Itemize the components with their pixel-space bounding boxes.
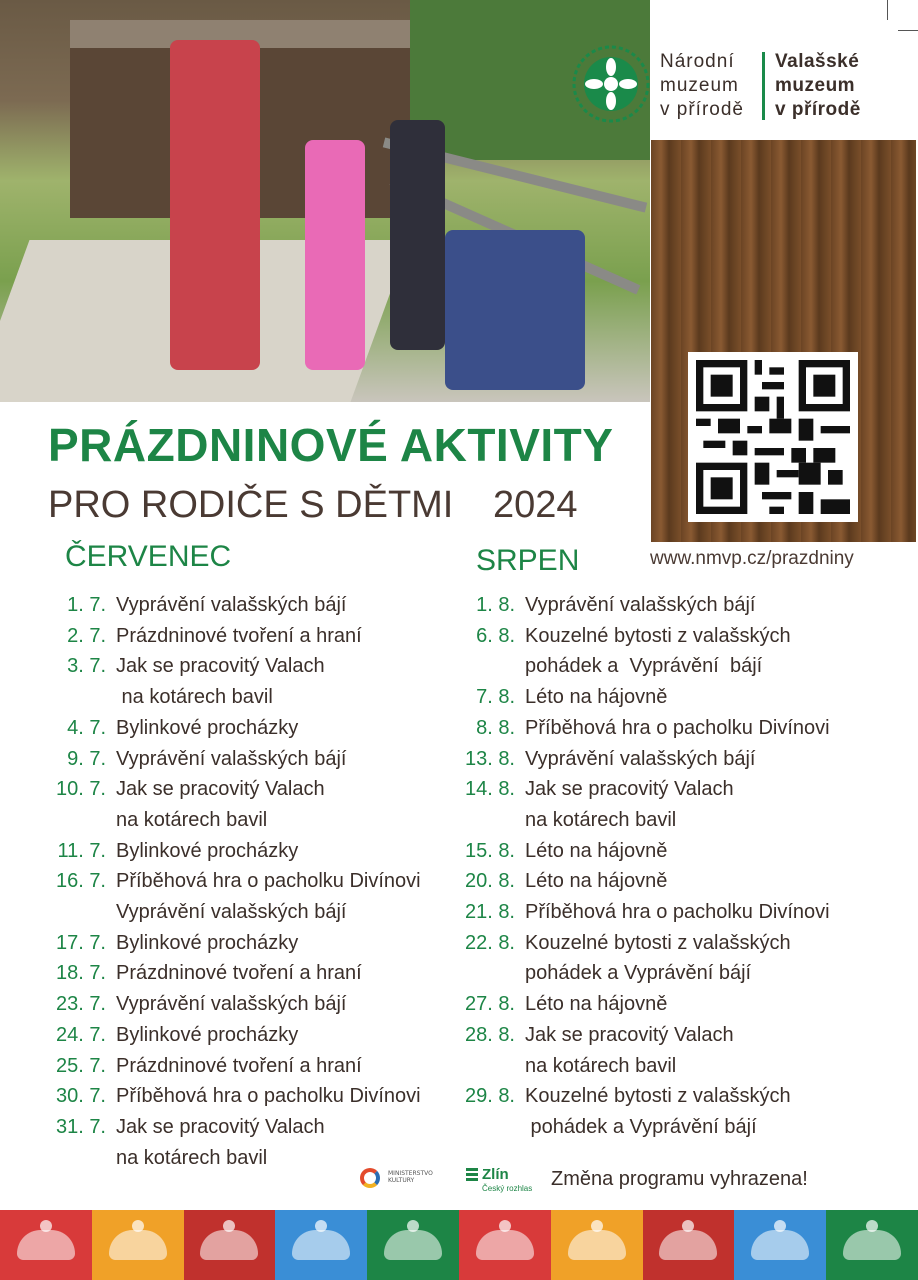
- schedule-date: 16. 7.: [55, 870, 106, 893]
- schedule-activity: na kotárech bavil: [116, 1146, 268, 1169]
- schedule-row: [40, 897, 421, 928]
- schedule-row: [40, 744, 421, 775]
- ornament-tile: [643, 1210, 735, 1280]
- ornament-tile: [551, 1210, 643, 1280]
- schedule-row: [455, 989, 830, 1020]
- schedule-row: [40, 958, 421, 989]
- folk-flower-icon: [572, 45, 650, 123]
- schedule-date: 15. 8.: [464, 839, 515, 862]
- schedule-activity: Kouzelné bytosti z valašských: [525, 931, 791, 954]
- schedule-row: [40, 651, 421, 682]
- woman-sitting: [445, 230, 585, 390]
- schedule-date: 24. 7.: [55, 1023, 106, 1046]
- schedule-row: [40, 1112, 421, 1143]
- month-heading-july: ČERVENEC: [65, 540, 232, 573]
- crop-mark: [898, 30, 918, 31]
- schedule-date: 20. 8.: [464, 870, 515, 893]
- schedule-activity: Bylinkové procházky: [116, 931, 299, 954]
- folk-ornament-icon: [476, 1230, 534, 1260]
- schedule-date: 27. 8.: [464, 993, 515, 1016]
- schedule-row: [455, 1020, 830, 1051]
- schedule-activity: Vyprávění valašských bájí: [116, 901, 347, 924]
- schedule-activity: Prázdninové tvoření a hraní: [116, 962, 362, 985]
- folk-ornament-icon: [843, 1230, 901, 1260]
- schedule-activity: Léto na hájovně: [525, 839, 668, 862]
- schedule-date: 31. 7.: [55, 1115, 106, 1138]
- ornament-tile: [275, 1210, 367, 1280]
- year-label: 2024: [493, 484, 578, 526]
- schedule-date: [455, 651, 515, 682]
- ornament-tile: [92, 1210, 184, 1280]
- schedule-activity: Prázdninové tvoření a hraní: [116, 624, 362, 647]
- schedule-date: 7. 8.: [476, 686, 515, 709]
- qr-code[interactable]: [688, 352, 858, 522]
- schedule-activity: Léto na hájovně: [525, 870, 668, 893]
- schedule-activity: Jak se pracovitý Valach: [525, 778, 734, 801]
- website-link[interactable]: www.nmvp.cz/prazdniny: [650, 548, 854, 569]
- schedule-date: 25. 7.: [55, 1054, 106, 1077]
- schedule-row: [455, 928, 830, 959]
- schedule-activity: pohádek a Vyprávění bájí: [525, 1115, 757, 1138]
- radio-name: Zlín: [482, 1166, 509, 1183]
- schedule-date: 13. 8.: [464, 747, 515, 770]
- schedule-row: [455, 958, 830, 989]
- museum-logo[interactable]: [570, 40, 870, 130]
- schedule-row: [455, 836, 830, 867]
- schedule-row: [40, 621, 421, 652]
- august-schedule: [455, 590, 830, 1143]
- schedule-date: [455, 1112, 515, 1143]
- girl-on-stilts: [305, 140, 365, 370]
- schedule-date: [455, 805, 515, 836]
- ornament-tile: [184, 1210, 276, 1280]
- schedule-activity: Vyprávění valašských bájí: [116, 594, 347, 616]
- schedule-date: 1. 8.: [476, 594, 515, 616]
- schedule-row: [40, 1051, 421, 1082]
- ornament-tile: [459, 1210, 551, 1280]
- schedule-date: 18. 7.: [55, 962, 106, 985]
- schedule-row: [40, 713, 421, 744]
- schedule-date: 3. 7.: [67, 655, 106, 678]
- schedule-row: [455, 590, 830, 621]
- schedule-activity: Vyprávění valašských bájí: [116, 993, 347, 1016]
- hero-photo: [0, 0, 650, 402]
- ornament-tile: [367, 1210, 459, 1280]
- schedule-date: 2. 7.: [67, 624, 106, 647]
- schedule-row: [455, 1051, 830, 1082]
- schedule-activity: pohádek a Vyprávění bájí: [525, 655, 763, 678]
- logo-right-text: Valašské muzeum v přírodě: [775, 51, 861, 120]
- folk-ornament-icon: [109, 1230, 167, 1260]
- qr-code-icon: [696, 360, 850, 514]
- radio-subtitle: Český rozhlas: [482, 1184, 533, 1193]
- schedule-activity: na kotárech bavil: [525, 1054, 677, 1077]
- folk-ornament-icon: [384, 1230, 442, 1260]
- schedule-row: [455, 744, 830, 775]
- schedule-date: [40, 682, 106, 713]
- schedule-row: [40, 805, 421, 836]
- schedule-row: [455, 713, 830, 744]
- schedule-date: 23. 7.: [55, 993, 106, 1016]
- person-on-stilts: [170, 40, 260, 370]
- folk-ornament-icon: [751, 1230, 809, 1260]
- schedule-row: [455, 651, 830, 682]
- schedule-activity: Bylinkové procházky: [116, 839, 299, 862]
- schedule-date: 30. 7.: [55, 1085, 106, 1108]
- schedule-activity: Jak se pracovitý Valach: [116, 1115, 325, 1138]
- schedule-activity: Příběhová hra o pacholku Divínovi: [116, 870, 421, 893]
- schedule-activity: Bylinkové procházky: [116, 716, 299, 739]
- logo-divider: [762, 52, 765, 120]
- month-heading-august: SRPEN: [476, 544, 580, 577]
- schedule-activity: Jak se pracovitý Valach: [116, 655, 325, 678]
- schedule-row: [455, 682, 830, 713]
- schedule-row: [40, 1020, 421, 1051]
- ministry-ring-icon: [360, 1168, 380, 1188]
- schedule-activity: pohádek a Vyprávění bájí: [525, 962, 752, 985]
- schedule-date: 29. 8.: [464, 1085, 515, 1108]
- schedule-row: [455, 1081, 830, 1112]
- radio-bars-icon: [466, 1168, 478, 1182]
- schedule-activity: Kouzelné bytosti z valašských: [525, 624, 791, 647]
- schedule-row: [455, 805, 830, 836]
- ornament-tile: [0, 1210, 92, 1280]
- schedule-row: [40, 866, 421, 897]
- folk-ornament-border: [0, 1210, 918, 1280]
- schedule-date: 1. 7.: [67, 594, 106, 616]
- folk-ornament-icon: [200, 1230, 258, 1260]
- girl-standing: [390, 120, 445, 350]
- schedule-date: 8. 8.: [476, 716, 515, 739]
- ornament-tile: [734, 1210, 826, 1280]
- schedule-activity: Příběhová hra o pacholku Divínovi: [525, 901, 830, 924]
- page-title: PRÁZDNINOVÉ AKTIVITY: [48, 419, 614, 471]
- schedule-activity: Kouzelné bytosti z valašských: [525, 1085, 791, 1108]
- ornament-tile: [826, 1210, 918, 1280]
- schedule-date: 6. 8.: [476, 624, 515, 647]
- schedule-activity: Léto na hájovně: [525, 993, 668, 1016]
- schedule-row: [455, 621, 830, 652]
- page-subtitle: PRO RODIČE S DĚTMI: [48, 484, 454, 526]
- schedule-activity: Vyprávění valašských bájí: [116, 747, 347, 770]
- schedule-activity: Jak se pracovitý Valach: [525, 1023, 734, 1046]
- schedule-activity: Příběhová hra o pacholku Divínovi: [525, 716, 830, 739]
- schedule-date: 10. 7.: [55, 778, 106, 801]
- schedule-row: [455, 1112, 830, 1143]
- logo-left-text: Národní muzeum v přírodě: [660, 51, 744, 120]
- schedule-activity: Příběhová hra o pacholku Divínovi: [116, 1085, 421, 1108]
- schedule-date: [455, 1051, 515, 1082]
- program-change-note: Změna programu vyhrazena!: [551, 1168, 808, 1190]
- schedule-date: 11. 7.: [57, 839, 106, 862]
- schedule-date: 9. 7.: [67, 747, 106, 770]
- schedule-row: [455, 866, 830, 897]
- schedule-date: [40, 805, 106, 836]
- schedule-activity: Vyprávění valašských bájí: [525, 594, 756, 616]
- schedule-activity: Vyprávění valašských bájí: [525, 747, 756, 770]
- schedule-activity: na kotárech bavil: [116, 686, 273, 709]
- folk-ornament-icon: [568, 1230, 626, 1260]
- schedule-row: [40, 928, 421, 959]
- schedule-row: [40, 590, 421, 621]
- schedule-activity: Léto na hájovně: [525, 686, 668, 709]
- schedule-row: [40, 1081, 421, 1112]
- folk-ornament-icon: [659, 1230, 717, 1260]
- schedule-activity: Jak se pracovitý Valach: [116, 778, 325, 801]
- schedule-row: [455, 774, 830, 805]
- schedule-date: 28. 8.: [464, 1023, 515, 1046]
- schedule-date: [40, 1143, 106, 1174]
- folk-ornament-icon: [292, 1230, 350, 1260]
- schedule-row: [40, 682, 421, 713]
- folk-ornament-icon: [17, 1230, 75, 1260]
- schedule-date: 21. 8.: [464, 901, 515, 924]
- schedule-row: [40, 836, 421, 867]
- schedule-activity: na kotárech bavil: [116, 808, 268, 831]
- schedule-activity: Bylinkové procházky: [116, 1023, 299, 1046]
- schedule-date: [40, 897, 106, 928]
- schedule-date: 22. 8.: [464, 931, 515, 954]
- schedule-row: [40, 989, 421, 1020]
- july-schedule: [40, 590, 421, 1173]
- schedule-date: [455, 958, 515, 989]
- schedule-date: 4. 7.: [67, 716, 106, 739]
- crop-mark: [887, 0, 888, 20]
- schedule-activity: na kotárech bavil: [525, 808, 677, 831]
- schedule-row: [455, 897, 830, 928]
- radio-logo: [466, 1166, 546, 1196]
- ministry-logo: [360, 1166, 450, 1194]
- ministry-text: MINISTERSTVO KULTURY: [388, 1170, 433, 1184]
- schedule-activity: Prázdninové tvoření a hraní: [116, 1054, 362, 1077]
- schedule-date: 17. 7.: [55, 931, 106, 954]
- schedule-row: [40, 774, 421, 805]
- schedule-date: 14. 8.: [464, 778, 515, 801]
